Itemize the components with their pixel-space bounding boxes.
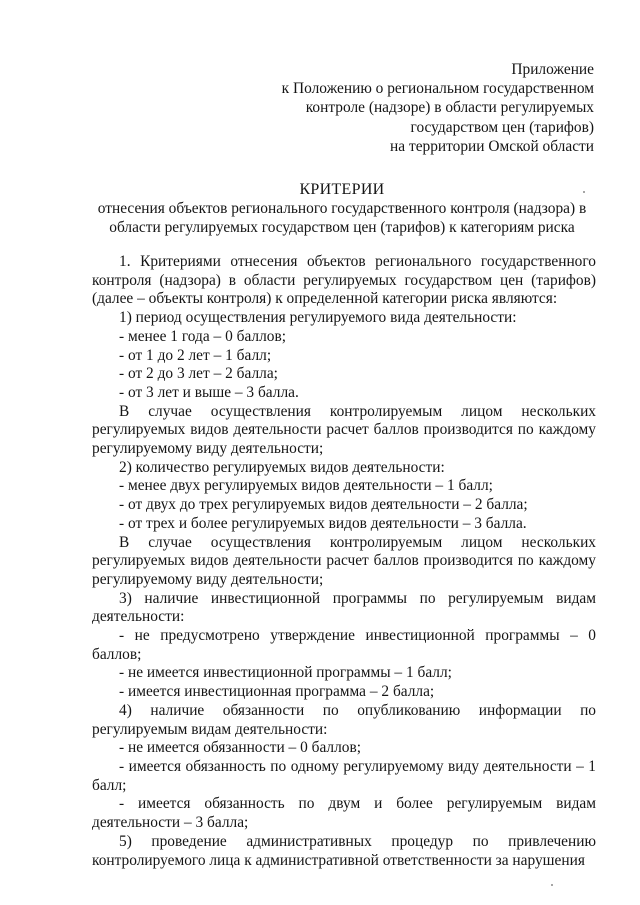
criterion-3-item: - не имеется инвестиционной программы – 1 балл; [119, 664, 452, 682]
paragraph-criteria-intro: 1. Критериями отнесения объектов регионального государственного контроля (надзора) в области регулируемых государством цен (тарифов) (далее – объекты контроля) к определенной категории риска являются: [92, 253, 596, 308]
scan-speck [551, 884, 553, 886]
criterion-4: 4) наличие обязанности по опубликованию информации по регулируемым видам деятельности: [92, 701, 596, 738]
criterion-1-item: - от 3 лет и выше – 3 балла. [119, 383, 299, 401]
criterion-3: 3) наличие инвестиционной программы по регулируемым видам деятельности: [92, 589, 596, 626]
criterion-4-item: - не имеется обязанности – 0 баллов; [119, 739, 362, 757]
criterion-1-item: - от 2 до 3 лет – 2 балла; [119, 365, 278, 383]
criterion-2: 2) количество регулируемых видов деятельности: [119, 458, 445, 476]
appendix-header [282, 60, 594, 156]
criterion-3-item: - имеется инвестиционная программа – 2 балла; [119, 683, 435, 701]
criterion-1-item: - менее 1 года – 0 баллов; [119, 327, 287, 345]
criterion-4-item: - имеется обязанность по двум и более регулируемым видам деятельности – 3 балла; [92, 795, 596, 832]
appendix-line: государством цен (тарифов) [410, 118, 594, 136]
document-body [92, 253, 596, 870]
criterion-2-item: - менее двух регулируемых видов деятельности – 1 балл; [119, 477, 493, 495]
criterion-2-item: - от трех и более регулируемых видов деятельности – 3 балла. [119, 514, 527, 532]
title-heading: КРИТЕРИИ [299, 181, 385, 198]
criterion-4-item: - имеется обязанность по одному регулируемому виду деятельности – 1 балл; [92, 757, 596, 794]
appendix-line: на территории Омской области [390, 137, 594, 155]
appendix-line: Приложение [511, 61, 594, 78]
scan-speck [583, 191, 585, 193]
note-1: В случае осуществления контролируемым лицом нескольких регулируемых видов деятельности расчет баллов производится по каждому регулируемому виду деятельности; [92, 402, 596, 458]
appendix-line: к Положению о региональном государственном [281, 80, 594, 98]
criterion-1: 1) период осуществления регулируемого вида деятельности: [119, 309, 517, 327]
criterion-1-item: - от 1 до 2 лет – 1 балл; [119, 346, 272, 364]
title-line: отнесения объектов регионального государственного контроля (надзора) в [97, 200, 587, 218]
criterion-2-item: - от двух до трех регулируемых видов деятельности – 2 балла; [119, 496, 528, 514]
appendix-line: контроле (надзоре) в области регулируемых [305, 99, 594, 117]
title-line: области регулируемых государством цен (тарифов) к категориям риска [109, 219, 575, 237]
document-title [88, 180, 596, 238]
note-2: В случае осуществления контролируемым лицом нескольких регулируемых видов деятельности расчет баллов производится по каждому регулируемому виду деятельности; [92, 533, 596, 588]
criterion-5: 5) проведение административных процедур по привлечению контролируемого лица к административной ответственности за нарушения [92, 832, 596, 869]
criterion-3-item: - не предусмотрено утверждение инвестиционной программы – 0 баллов; [92, 627, 596, 663]
